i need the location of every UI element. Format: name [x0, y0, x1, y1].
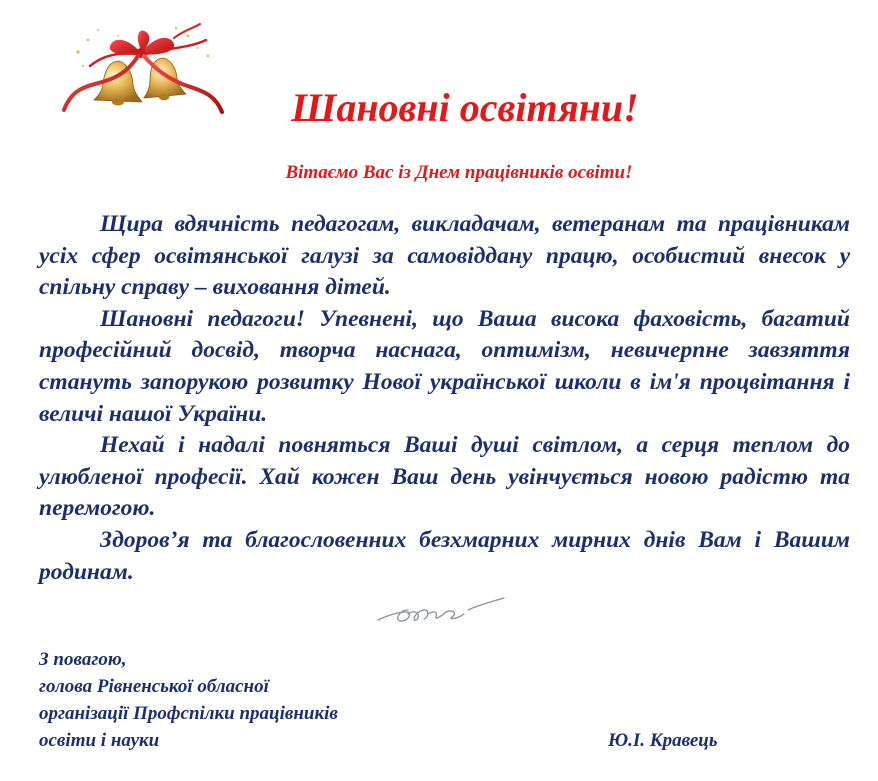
letter-body: [39, 209, 850, 588]
closing-line: організації Профспілки працівників: [39, 703, 338, 724]
letter-paragraph: Шановні педагоги! Упевнені, що Ваша висока фаховість, багатий професійний досвід, творча наснага, оптимізм, невичерпне завзяття стануть запорукою розвитку Нової української школи в ім'я процвітання і величі нашої України.: [39, 305, 850, 427]
closing-line: З повагою,: [39, 649, 127, 670]
letter-paragraph: Здоров’я та благословенних безхмарних мирних днів Вам і Вашим родинам.: [39, 526, 850, 585]
page-subtitle: Вітаємо Вас із Днем працівників освіти!: [285, 162, 633, 183]
closing-line: освіти і науки: [39, 730, 160, 751]
closing-line: голова Рівненської обласної: [39, 676, 269, 697]
closing-block: [39, 646, 338, 754]
signer-name: Ю.І. Кравець: [608, 730, 718, 751]
letter-paragraph: Нехай і надалі повняться Ваші душі світлом, а серця теплом до улюбленої професії. Хай кожен Ваш день увінчується новою радістю та перемогою.: [39, 432, 850, 522]
handwritten-signature: [372, 590, 517, 630]
page-title: Шановні освітяни!: [291, 85, 639, 130]
letter-paragraph: Щира вдячність педагогам, викладачам, ветеранам та працівникам усіх сфер освітянської галузі за самовіддану працю, особистий внесок у спільну справу – виховання дітей.: [39, 211, 850, 301]
